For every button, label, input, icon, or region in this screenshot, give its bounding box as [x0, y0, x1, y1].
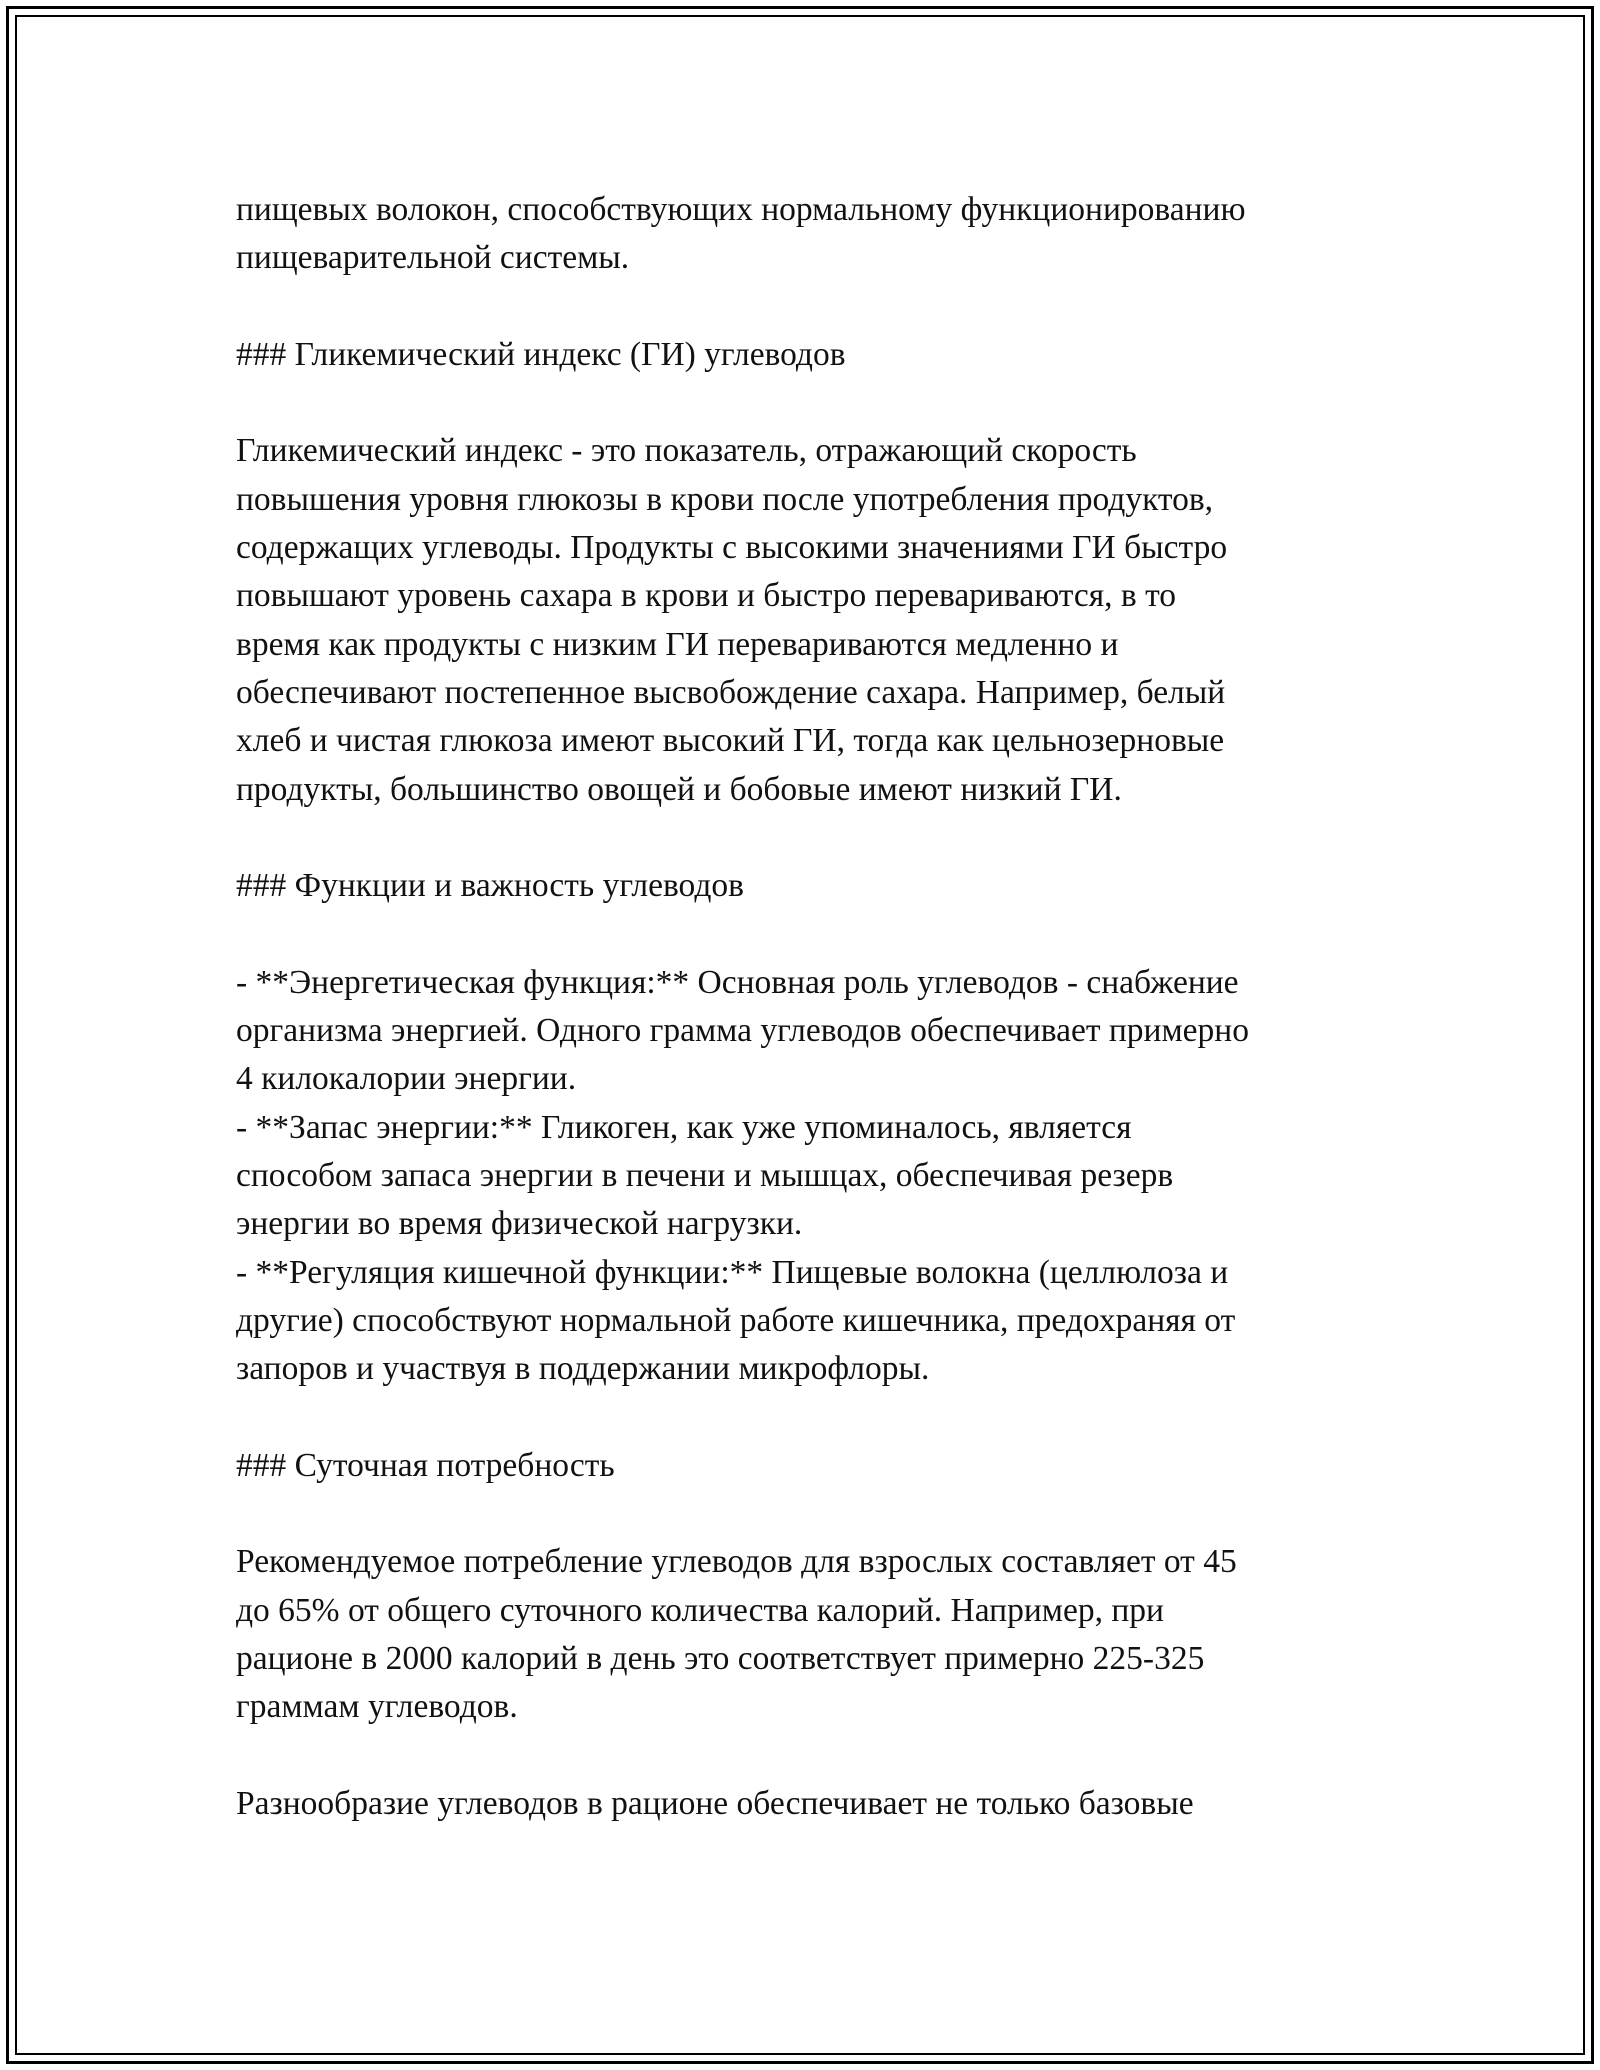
text-line: Рекомендуемое потребление углеводов для взрослых составляет от 45 — [236, 1543, 1237, 1581]
text-line: - **Регуляция кишечной функции:** Пищевые волокна (целлюлоза и — [236, 1253, 1229, 1291]
section-heading-daily-need: ### Суточная потребность — [236, 1446, 615, 1484]
text-line: обеспечивают постепенное высвобождение сахара. Например, белый — [236, 673, 1226, 711]
text-line: другие) способствуют нормальной работе кишечника, предохраняя от — [236, 1301, 1236, 1339]
functions-list — [236, 959, 1366, 1394]
text-line: пищеварительной системы. — [236, 239, 630, 277]
blank-line — [236, 1732, 1366, 1780]
text-line: запоров и участвуя в поддержании микрофлоры. — [236, 1350, 930, 1388]
intro-paragraph — [236, 186, 1366, 283]
blank-line — [236, 283, 1366, 331]
text-line: - **Энергетическая функция:** Основная роль углеводов - снабжение — [236, 963, 1239, 1001]
text-line: до 65% от общего суточного количества калорий. Например, при — [236, 1591, 1164, 1629]
blank-line — [236, 814, 1366, 862]
text-line: время как продукты с низким ГИ перевариваются медленно и — [236, 625, 1119, 663]
text-line: рационе в 2000 калорий в день это соответствует примерно 225-325 — [236, 1639, 1205, 1677]
text-line: Разнообразие углеводов в рационе обеспечивает не только базовые — [236, 1784, 1194, 1822]
closing-paragraph — [236, 1780, 1366, 1828]
blank-line — [236, 910, 1366, 958]
text-line: способом запаса энергии в печени и мышцах, обеспечивая резерв — [236, 1156, 1174, 1194]
section-heading-glycemic-index: ### Гликемический индекс (ГИ) углеводов — [236, 335, 846, 373]
daily-need-paragraph — [236, 1538, 1366, 1731]
text-line: граммам углеводов. — [236, 1688, 518, 1726]
text-line: повышают уровень сахара в крови и быстро перевариваются, в то — [236, 577, 1177, 615]
text-line: 4 килокалории энергии. — [236, 1060, 577, 1098]
text-line: содержащих углеводы. Продукты с высокими значениями ГИ быстро — [236, 529, 1228, 567]
section-heading-functions: ### Функции и важность углеводов — [236, 867, 744, 905]
text-line: пищевых волокон, способствующих нормальному функционированию — [236, 191, 1246, 228]
glycemic-index-paragraph — [236, 427, 1366, 813]
blank-line — [236, 1393, 1366, 1441]
text-line: хлеб и чистая глюкоза имеют высокий ГИ, тогда как цельнозерновые — [236, 722, 1225, 760]
text-line: организма энергией. Одного грамма углеводов обеспечивает примерно — [236, 1012, 1249, 1050]
text-line: повышения уровня глюкозы в крови после употребления продуктов, — [236, 480, 1214, 518]
document-body — [236, 186, 1366, 1828]
text-line: продукты, большинство овощей и бобовые имеют низкий ГИ. — [236, 770, 1122, 808]
blank-line — [236, 1490, 1366, 1538]
text-line: - **Запас энергии:** Гликоген, как уже упоминалось, является — [236, 1108, 1132, 1146]
text-line: Гликемический индекс - это показатель, отражающий скорость — [236, 432, 1137, 470]
blank-line — [236, 379, 1366, 427]
text-line: энергии во время физической нагрузки. — [236, 1205, 803, 1243]
